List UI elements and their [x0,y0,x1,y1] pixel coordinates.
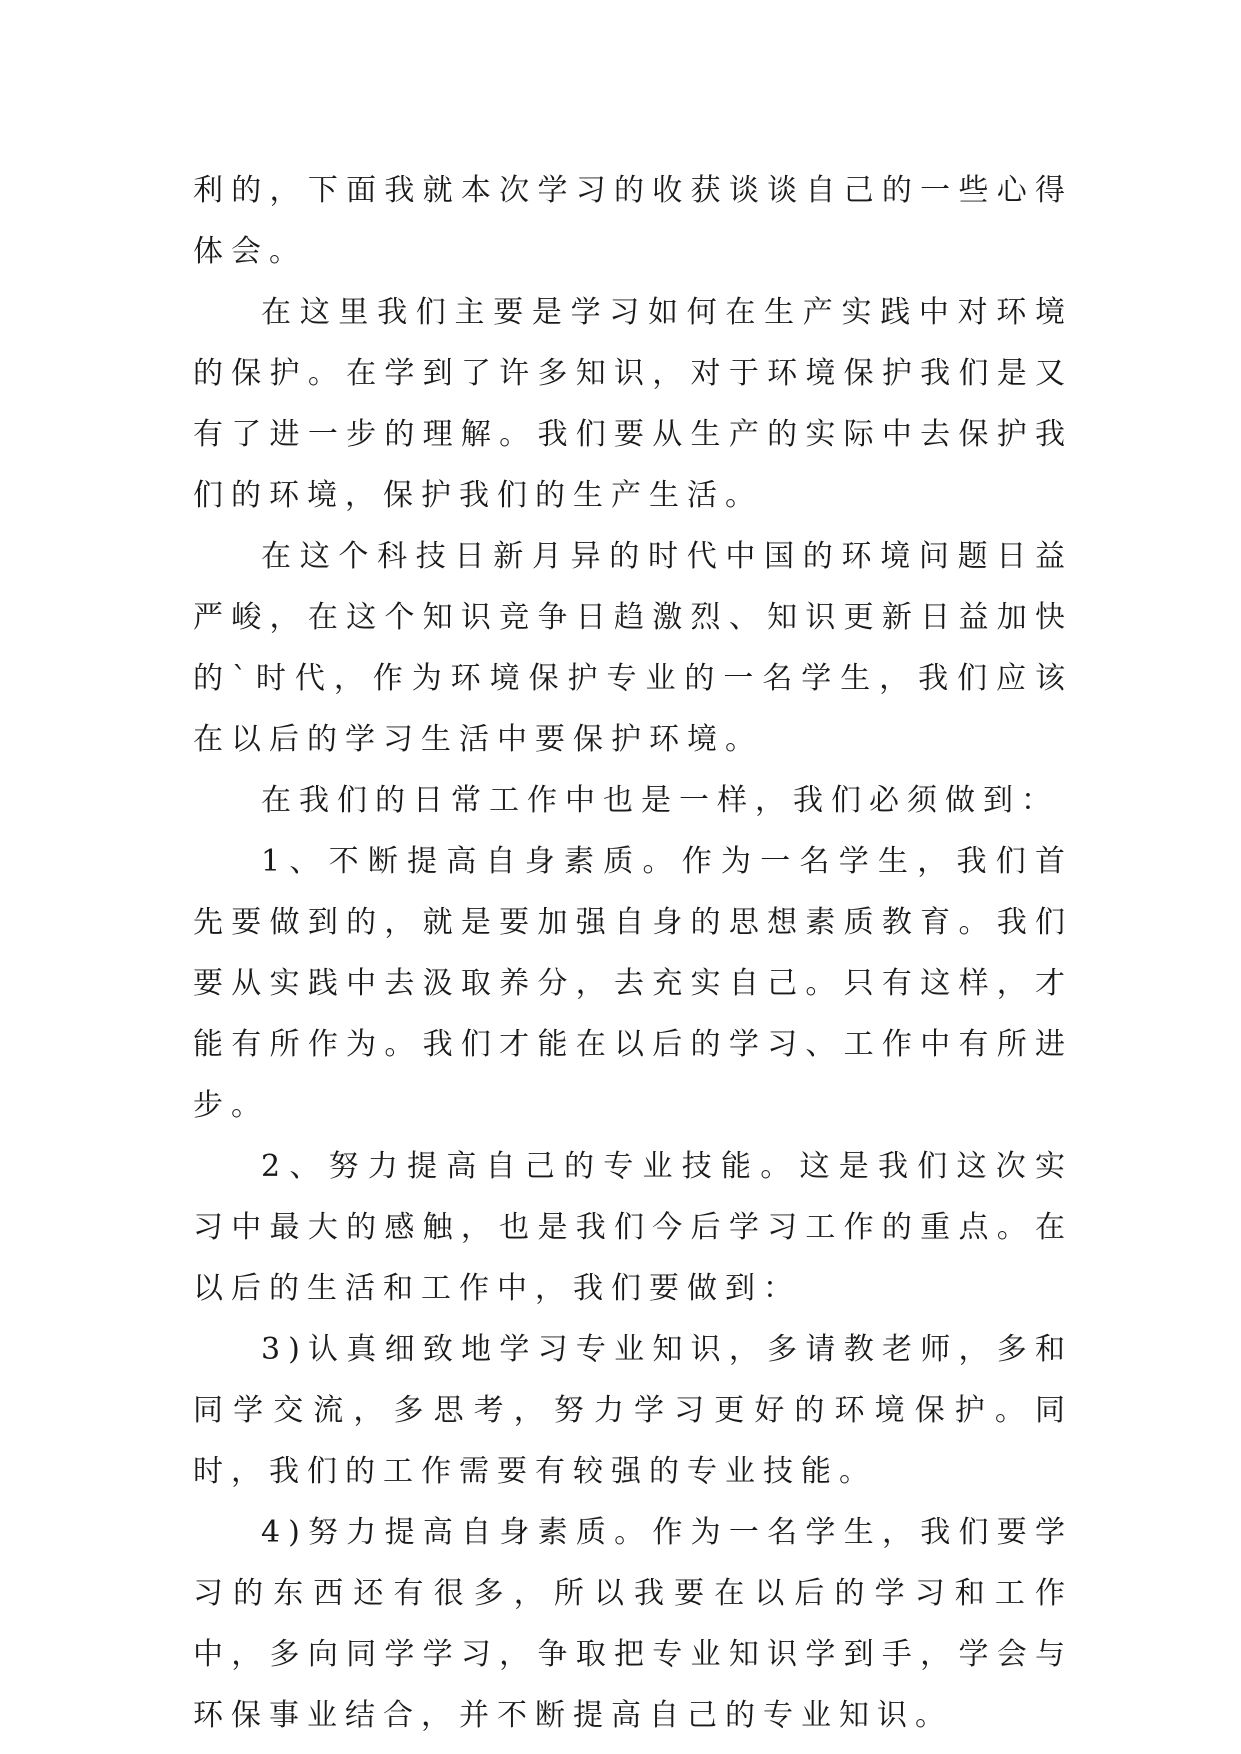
paragraph-7: 3)认真细致地学习专业知识，多请教老师，多和同学交流，多思考，努力学习更好的环境保护。同时，我们的工作需要有较强的专业技能。 [193,1332,1073,1489]
paragraph-4: 在我们的日常工作中也是一样，我们必须做到： [261,783,1059,818]
document-body [193,160,1073,1746]
paragraph-5: 1、不断提高自身素质。作为一名学生，我们首先要做到的，就是要加强自身的思想素质教育。我们要从实践中去汲取养分，去充实自己。只有这样，才能有所作为。我们才能在以后的学习、工作中有所进步。 [193,844,1073,1123]
paragraph-2: 在这里我们主要是学习如何在生产实践中对环境的保护。在学到了许多知识，对于环境保护我们是又有了进一步的理解。我们要从生产的实际中去保护我们的环境，保护我们的生产生活。 [193,295,1073,513]
paragraph-3: 在这个科技日新月异的时代中国的环境问题日益严峻，在这个知识竞争日趋激烈、知识更新日益加快的`时代，作为环境保护专业的一名学生，我们应该在以后的学习生活中要保护环境。 [193,539,1073,757]
paragraph-1: 利的，下面我就本次学习的收获谈谈自己的一些心得体会。 [193,173,1073,269]
paragraph-6: 2、努力提高自己的专业技能。这是我们这次实习中最大的感触，也是我们今后学习工作的重点。在以后的生活和工作中，我们要做到： [193,1149,1073,1306]
paragraph-8: 4)努力提高自身素质。作为一名学生，我们要学习的东西还有很多，所以我要在以后的学习和工作中，多向同学学习，争取把专业知识学到手，学会与环保事业结合，并不断提高自己的专业知识。 [193,1515,1073,1733]
